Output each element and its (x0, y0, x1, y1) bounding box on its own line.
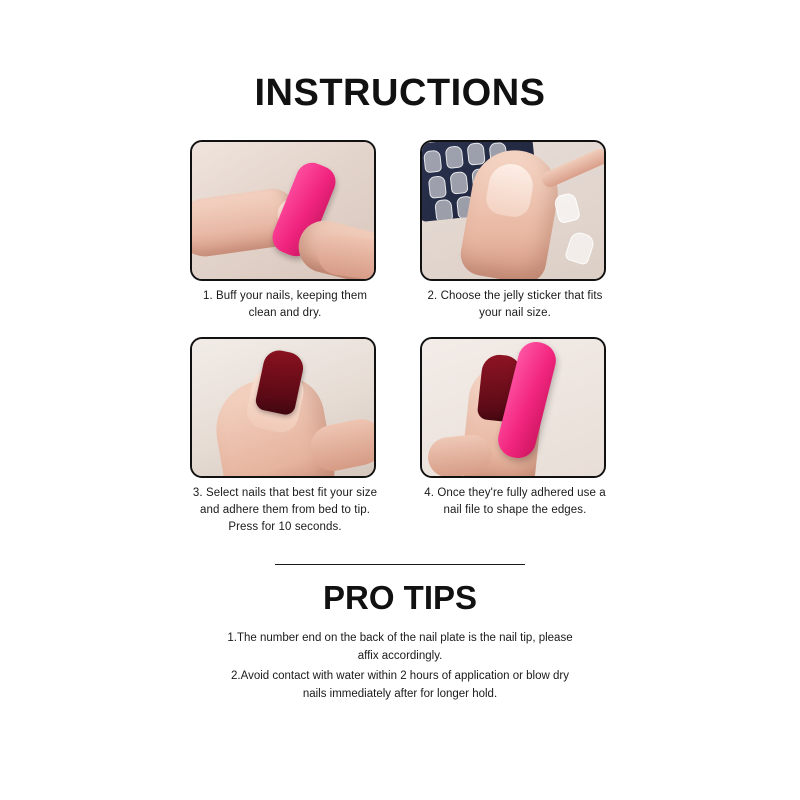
step-1-caption: 1. Buff your nails, keeping them clean and dry. (202, 290, 368, 320)
pro-tips-list (220, 630, 580, 703)
step-item (420, 337, 610, 537)
pro-tips-title: PRO TIPS (322, 579, 478, 617)
step-3-caption: 3. Select nails that best fit your size and adhere them from bed to tip. Press for 10 seconds. (192, 486, 378, 533)
step-1-photo (190, 140, 376, 281)
jelly-sticker-shape (564, 230, 596, 266)
jelly-sticker-shape (553, 192, 581, 224)
step-2-caption: 2. Choose the jelly sticker that fits your nail size. (427, 290, 603, 320)
steps-grid (190, 140, 610, 536)
step-3-photo (190, 337, 376, 478)
section-divider (275, 564, 525, 565)
file-edges-image (422, 339, 604, 476)
page-title: INSTRUCTIONS (254, 72, 546, 114)
pro-tip-2: 2.Avoid contact with water within 2 hours of application or blow dry nails immediately after for longer hold. (231, 669, 569, 700)
finger-shape (426, 432, 494, 477)
step-4-caption: 4. Once they're fully adhered use a nail file to shape the edges. (424, 486, 606, 516)
step-4-photo (420, 337, 606, 478)
step-item (190, 140, 380, 323)
apply-nail-image (192, 339, 374, 476)
step-item (190, 337, 380, 537)
pro-tip-1: 1.The number end on the back of the nail plate is the nail tip, please affix accordingly. (227, 632, 573, 663)
step-2-photo (420, 140, 606, 281)
step-item (420, 140, 610, 323)
jelly-sticker-image (422, 142, 604, 279)
buff-nails-image (192, 142, 374, 279)
